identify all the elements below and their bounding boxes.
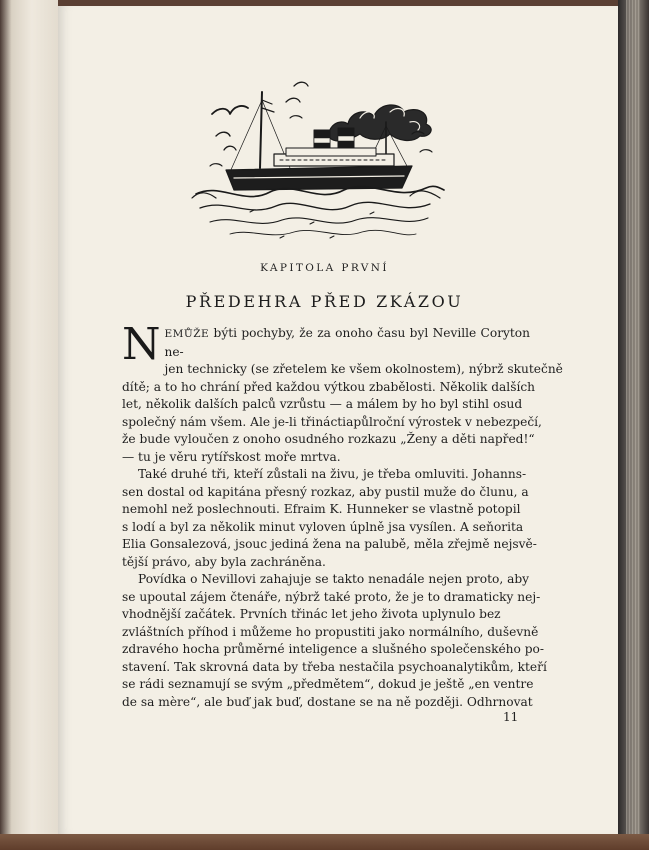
- text-line: jen technicky (se zřetelem ke všem okolnostem), nýbrž skutečně: [164, 362, 563, 376]
- text-line: že bude vyloučen z onoho osudného rozkazu „Ženy a děti napřed!“: [122, 432, 535, 446]
- text-line: zvláštních příhod i můžeme ho propustiti jako normálního, duševně: [122, 624, 539, 639]
- text-line: s lodí a byl za několik minut vyloven úplně jsa vysílen. A seňorita: [122, 519, 524, 534]
- page-number: 11: [503, 710, 519, 724]
- book-gutter-left: [0, 0, 58, 850]
- book-cover-edge: [0, 834, 649, 850]
- paragraph: [122, 319, 563, 466]
- chapter-title: PŘEDEHRA PŘED ZKÁZOU: [185, 292, 464, 311]
- text-line: tější právo, aby byla zachráněna.: [122, 554, 326, 569]
- text-line: Také druhé tři, kteří zůstali na živu, je třeba omluviti. Johanns-: [138, 467, 527, 481]
- text-line: sen dostal od kapitána přesný rozkaz, aby pustil muže do člunu, a: [122, 484, 529, 499]
- chapter-label: KAPITOLA PRVNÍ: [260, 262, 389, 274]
- text-line: Elia Gonsalezová, jsouc jediná žena na palubě, měla zřejmě nejsvě-: [122, 537, 537, 551]
- text-line: zdravého hocha průměrné inteligence a slušného společenského po-: [122, 642, 544, 656]
- steamship-illustration: [190, 78, 446, 248]
- text-line: se upoutal zájem čtenáře, nýbrž také proto, že je to dramaticky nej-: [122, 589, 541, 604]
- text-line: let, několik dalších palců vzrůstu — a málem by ho byl stihl osud: [122, 397, 523, 411]
- body-text: [122, 319, 563, 711]
- text-line: Povídka o Nevillovi zahajuje se takto nenadále nejen proto, aby: [138, 572, 530, 586]
- opening-word: EMŮŽE: [164, 328, 210, 340]
- paragraph: [122, 571, 547, 711]
- text-line: — tu je věru rytířskost moře mrtva.: [122, 449, 341, 464]
- text-line: býti pochyby, že za onoho času byl Neville Coryton ne-: [164, 326, 530, 359]
- text-line: stavení. Tak skrovná data by třeba nestačila psychoanalytikům, kteří: [122, 659, 547, 674]
- paragraph: [122, 466, 537, 571]
- book-page-edges: [618, 0, 649, 850]
- text-line: de sa mère“, ale buď jak buď, dostane se na ně později. Odhrnovat: [122, 694, 533, 709]
- text-line: vhodnější začátek. Prvních třinác let jeho života uplynulo bez: [122, 607, 501, 621]
- text-line: dítě; a to ho chrání před každou výtkou zbabělosti. Několik dalších: [122, 379, 536, 394]
- text-line: se rádi seznamují se svým „předmětem“, dokud je ještě „en ventre: [122, 677, 534, 691]
- text-line: nemohl než poslechnouti. Efraim K. Hunneker se vlastně potopil: [122, 502, 521, 516]
- text-line: společný nám všem. Ale je-li třináctiapůlroční výrostek v nebezpečí,: [122, 414, 542, 429]
- drop-cap: N: [122, 319, 161, 370]
